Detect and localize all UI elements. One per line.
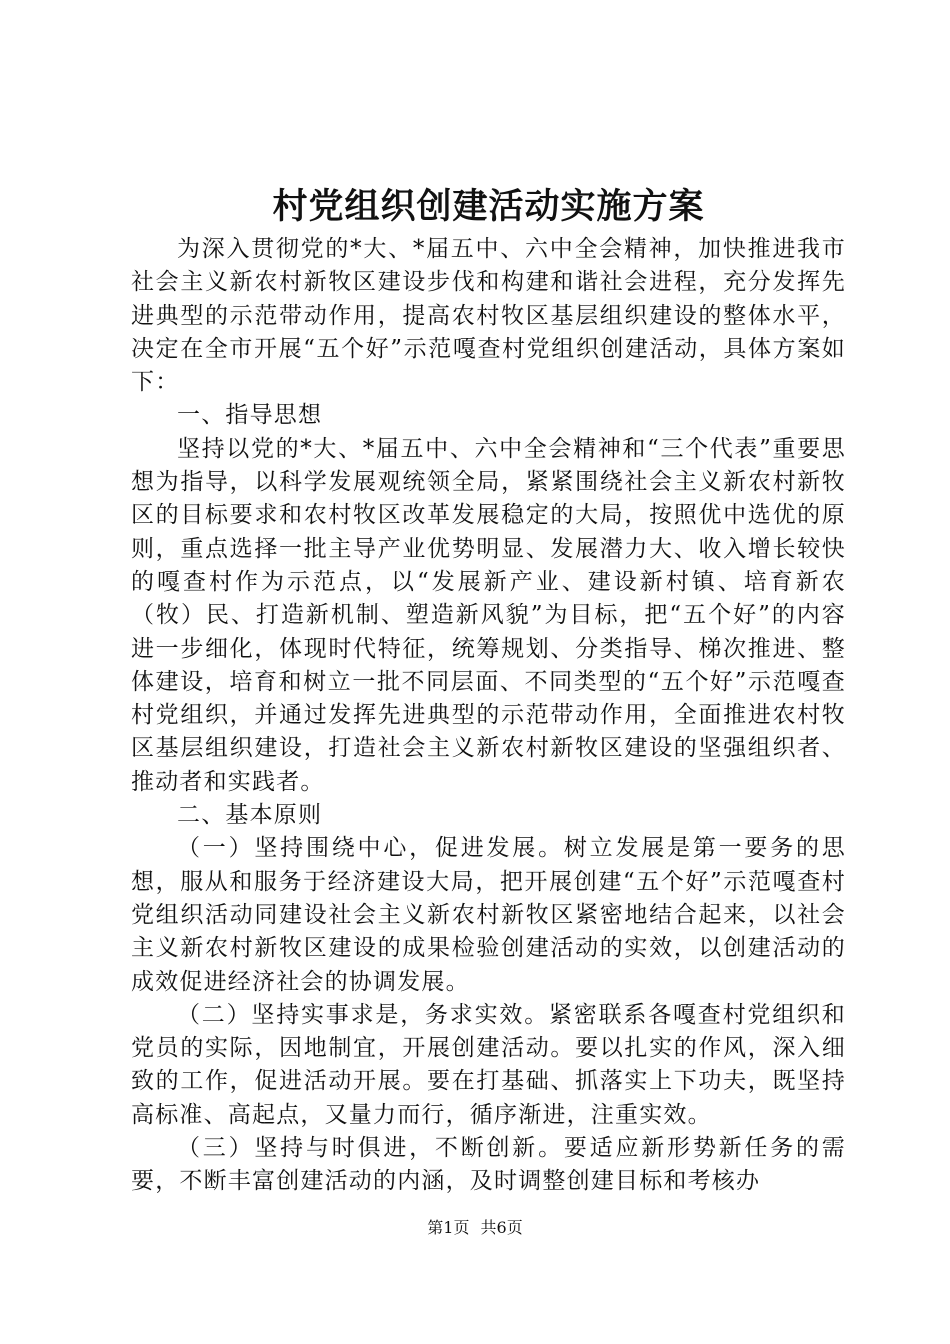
intro-paragraph: 为深入贯彻党的*大、*届五中、六中全会精神，加快推进我市社会主义新农村新牧区建设步伐和构建和谐社会进程，充分发挥先进典型的示范带动作用，提高农村牧区基层组织建设的整体水平，决定在全市开展“五个好”示范嘎查村党组织创建活动，具体方案如下： <box>131 236 846 396</box>
page-footer <box>0 1217 950 1239</box>
document-body <box>131 183 846 1199</box>
section-heading-basic-principles: 二、基本原则 <box>177 802 323 829</box>
guiding-thought-paragraph: 坚持以党的*大、*届五中、六中全会精神和“三个代表”重要思想为指导，以科学发展观统领全局，紧紧围绕社会主义新农村新牧区的目标要求和农村牧区改革发展稳定的大局，按照优中选优的原则，重点选择一批主导产业优势明显、发展潜力大、收入增长较快的嘎查村作为示范点，以“发展新产业、建设新村镇、培育新农（牧）民、打造新机制、塑造新风貌”为目标，把“五个好”的内容进一步细化，体现时代特征，统筹规划、分类指导、梯次推进、整体建设，培育和树立一批不同层面、不同类型的“五个好”示范嘎查村党组织，并通过发挥先进典型的示范带动作用，全面推进农村牧区基层组织建设，打造社会主义新农村新牧区建设的坚强组织者、推动者和实践者。 <box>131 435 846 795</box>
section-heading-guiding-thought: 一、指导思想 <box>177 402 323 429</box>
principle-paragraph-2: （二）坚持实事求是，务求实效。紧密联系各嘎查村党组织和党员的实际，因地制宜，开展创建活动。要以扎实的作风，深入细致的工作，促进活动开展。要在打基础、抓落实上下功夫，既坚持高标准、高起点，又量力而行，循序渐进，注重实效。 <box>131 1001 846 1128</box>
page-total: 共6页 <box>480 1218 523 1237</box>
document-title: 村党组织创建活动实施方案 <box>272 186 705 227</box>
page-number: 第1页 <box>427 1218 470 1237</box>
principle-paragraph-3: （三）坚持与时俱进，不断创新。要适应新形势新任务的需要，不断丰富创建活动的内涵，及时调整创建目标和考核办 <box>131 1135 846 1195</box>
principle-paragraph-1: （一）坚持围绕中心，促进发展。树立发展是第一要务的思想，服从和服务于经济建设大局，把开展创建“五个好”示范嘎查村党组织活动同建设社会主义新农村新牧区紧密地结合起来，以社会主义新农村新牧区建设的成果检验创建活动的实效，以创建活动的成效促进经济社会的协调发展。 <box>131 835 846 995</box>
